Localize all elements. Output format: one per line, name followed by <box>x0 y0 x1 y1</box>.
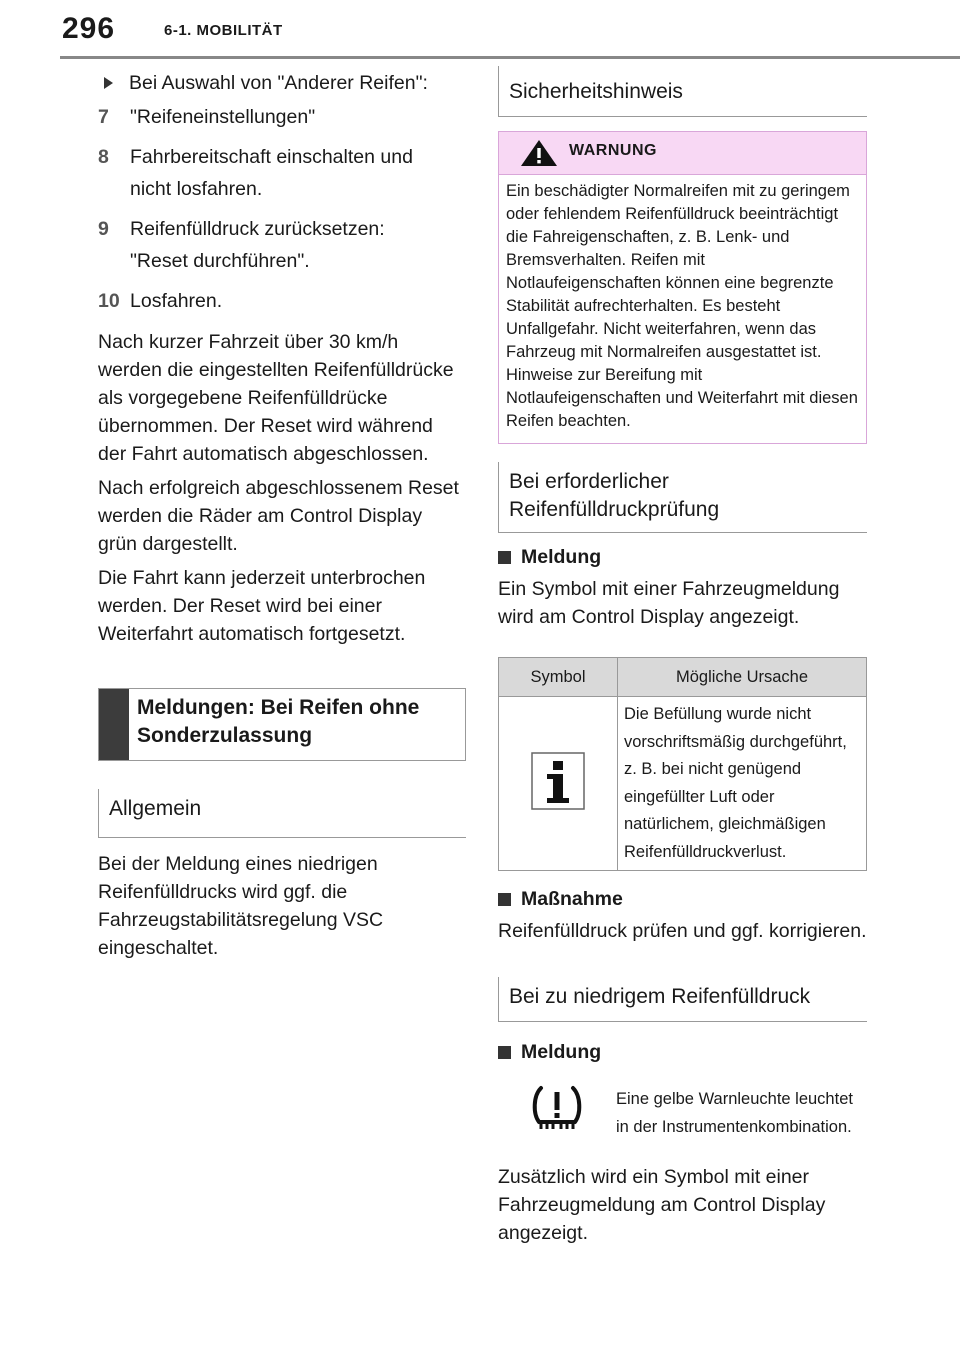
paragraph-reset-info: Nach kurzer Fahrzeit über 30 km/h werden die eingestellten Reifenfülldrücke als vorgegebene Reifenfülldrücke übernommen. Der Reset wird während der Fahrt automatisch abgeschlossen. <box>98 331 454 465</box>
massnahme-label: Maßnahme <box>521 888 623 910</box>
warning-triangle-icon <box>519 138 559 168</box>
step-text: Fahrbereitschaft einschalten und <box>130 146 413 168</box>
square-bullet-icon <box>498 893 511 906</box>
subheading-low-pressure: Bei zu niedrigem Reifenfülldruck <box>498 977 867 1022</box>
step-text: "Reifeneinstellungen" <box>130 106 316 128</box>
final-text: Zusätzlich wird ein Symbol mit einer Fahrzeugmeldung am Control Display angezeigt. <box>498 1166 826 1244</box>
step-text-cont: "Reset durchführen". <box>130 250 310 272</box>
step-text: Losfahren. <box>130 290 223 312</box>
paragraph-reset-success: Nach erfolgreich abgeschlossenem Reset werden die Räder am Control Display grün dargestellt. <box>98 477 459 555</box>
main-heading-text: Meldungen: Bei Reifen ohne Sonderzulassung <box>137 696 420 747</box>
cause-cell: Die Befüllung wurde nicht vorschriftsmäßig durchgeführt, z. B. bei nicht genügend eingefüllter Luft oder natürlichem, gleichmäßigen Reifenfülldruckverlust. <box>618 697 867 871</box>
table-row <box>499 697 867 871</box>
warning-label: WARNUNG <box>569 142 657 159</box>
main-heading <box>98 688 466 761</box>
triangle-bullet-icon <box>104 77 113 89</box>
step-number: 7 <box>98 106 109 128</box>
tpms-row <box>498 1076 867 1141</box>
bullet-text: Bei Auswahl von "Anderer Reifen": <box>129 72 428 94</box>
step-number: 10 <box>98 290 120 312</box>
meldung-heading <box>498 543 867 571</box>
square-bullet-icon <box>498 551 511 564</box>
header-rule <box>60 56 960 59</box>
subheading-safety: Sicherheitshinweis <box>498 66 867 117</box>
left-column <box>98 66 466 962</box>
meldung2-heading <box>498 1038 867 1066</box>
square-bullet-icon <box>498 1046 511 1059</box>
table-header-cause: Mögliche Ursache <box>618 658 867 697</box>
page-number: 296 <box>62 12 116 45</box>
subheading-check: Bei erforderlicher Reifenfülldruckprüfung <box>498 462 867 533</box>
warning-text: Ein beschädigter Normalreifen mit zu geringem oder fehlendem Reifenfülldruck beeinträchtigt die Fahreigenschaften, z. B. Lenk- und Bremsverhalten. Reifen mit Notlaufeigenschaften können eine begrenzte Stabilität aufrechterhalten. Es besteht Unfallgefahr. Nicht weiterfahren, wenn das Fahrzeug mit Normalreifen ausgestattet ist. Hinweise zur Bereifung mit Notlaufeigenschaften und Weiterfahrt mit diesen Reifen beachten. <box>506 182 858 430</box>
step-8 <box>98 142 466 204</box>
tpms-text: Eine gelbe Warnleuchte leuchtet in der Instrumentenkombination. <box>616 1090 853 1136</box>
step-number: 9 <box>98 218 109 240</box>
tpms-icon-cell <box>498 1076 616 1141</box>
paragraph-vsc: Bei der Meldung eines niedrigen Reifenfülldrucks wird ggf. die Fahrzeugstabilitätsregelung VSC eingeschaltet. <box>98 853 384 959</box>
table-header-symbol: Symbol <box>499 658 618 697</box>
paragraph-interrupt: Die Fahrt kann jederzeit unterbrochen werden. Der Reset wird bei einer Weiterfahrt automatisch fortgesetzt. <box>98 567 426 645</box>
tire-pressure-warning-icon <box>527 1082 587 1136</box>
massnahme-text: Reifenfülldruck prüfen und ggf. korrigieren. <box>498 920 867 942</box>
selection-bullet <box>98 68 466 98</box>
symbol-table <box>498 657 867 871</box>
step-number: 8 <box>98 146 109 168</box>
meldung-text: Ein Symbol mit einer Fahrzeugmeldung wird am Control Display angezeigt. <box>498 578 840 628</box>
step-text: Reifenfülldruck zurücksetzen: <box>130 218 385 240</box>
massnahme-heading <box>498 885 867 913</box>
right-column <box>498 66 867 1247</box>
warning-box <box>498 131 867 444</box>
step-text-cont: nicht losfahren. <box>130 178 263 200</box>
meldung2-label: Meldung <box>521 1041 602 1063</box>
warning-header <box>499 132 866 175</box>
step-9 <box>98 214 466 276</box>
subheading-allgemein: Allgemein <box>98 789 466 838</box>
step-7 <box>98 102 466 132</box>
meldung-label: Meldung <box>521 546 602 568</box>
info-icon <box>531 752 585 810</box>
step-10 <box>98 286 466 316</box>
symbol-cell <box>499 697 618 871</box>
section-title: 6-1. MOBILITÄT <box>164 22 283 39</box>
heading-bar <box>99 689 129 760</box>
